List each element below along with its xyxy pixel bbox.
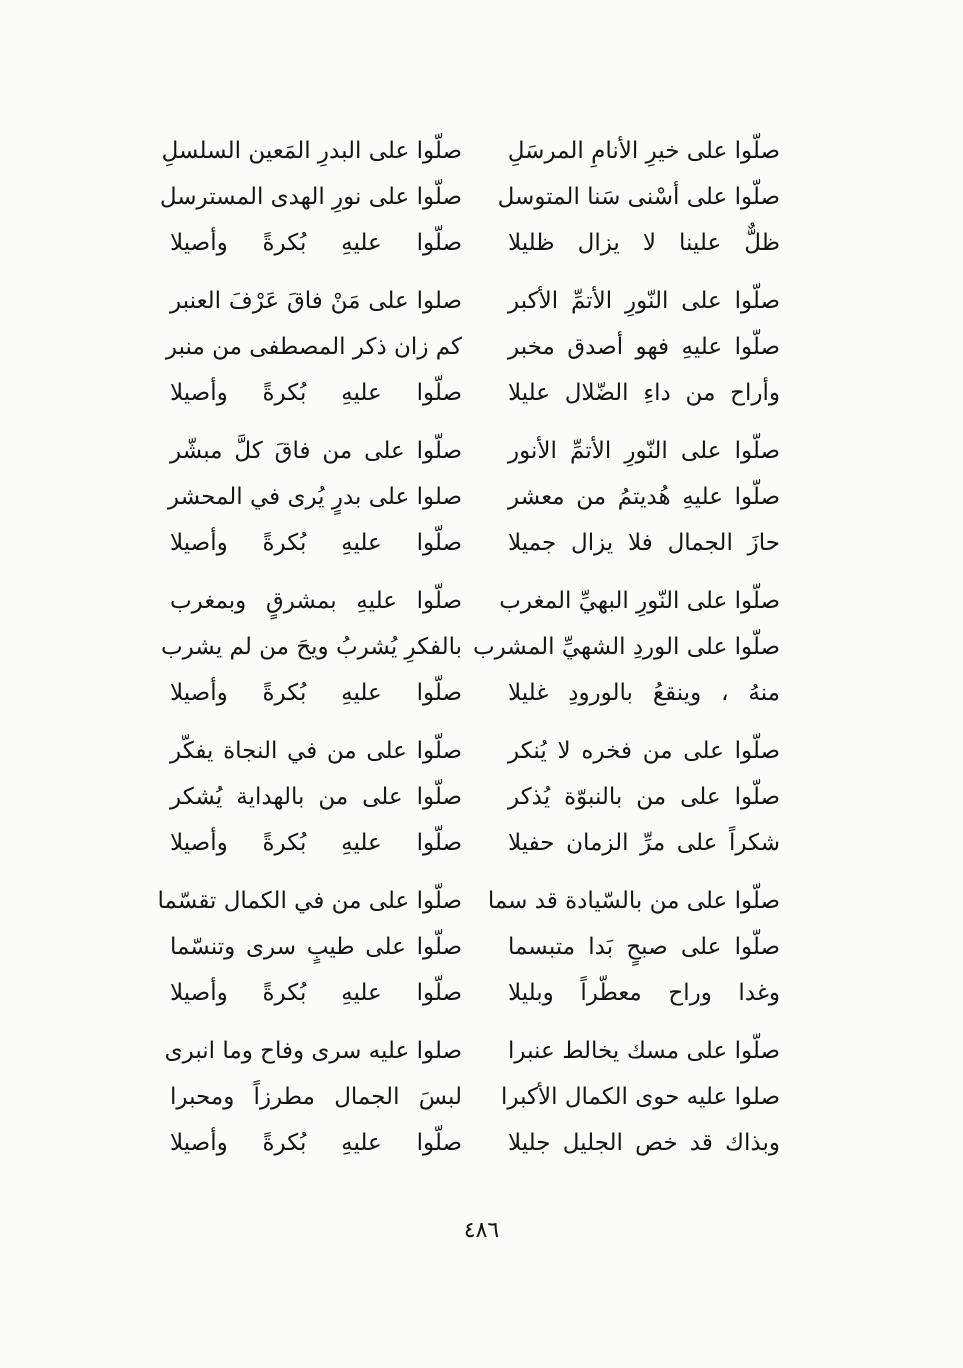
hemistich-left: لبسَ الجمال مطرزاً ومحبرا	[170, 1084, 462, 1110]
verse-line	[170, 1074, 780, 1120]
verse-line	[170, 278, 780, 324]
hemistich-right: شكراً على مرِّ الزمان حفيلا	[508, 830, 780, 856]
hemistich-right: وأراح من داءِ الضّلال عليلا	[508, 380, 780, 406]
stanza	[159, 128, 780, 266]
stanza	[160, 578, 780, 716]
hemistich-right: صلّوا على خيرِ الأنامِ المرسَلِ	[507, 138, 780, 164]
page-number: ٤٨٦	[463, 1218, 500, 1243]
stanza	[164, 1028, 780, 1166]
verse-line	[170, 820, 780, 866]
hemistich-right: منهُ ، وينقعُ بالورودِ غليلا	[508, 680, 780, 706]
hemistich-left: كم زان ذكر المصطفى من منبر	[165, 334, 462, 360]
verse-line	[167, 474, 780, 520]
hemistich-right: صلّوا على مسك يخالط عنبرا	[508, 1038, 780, 1064]
hemistich-left: صلوا على مَنْ فاقَ عَرْفَ العنبر	[170, 288, 462, 314]
verse-line	[170, 1120, 780, 1166]
hemistich-right: صلّوا عليهِ فهو أصدق مخبر	[508, 334, 780, 360]
hemistich-right: ظلٌّ علينا لا يزال ظليلا	[508, 230, 780, 256]
hemistich-left: صلّوا عليهِ بمشرقٍ وبمغرب	[170, 588, 462, 614]
hemistich-left: صلّوا على من فاقَ كلَّ مبشّر	[170, 438, 462, 464]
hemistich-right: صلّوا على من فخره لا يُنكر	[508, 738, 780, 764]
hemistich-right: صلّوا على النّورِ الأتمِّ الأنور	[508, 438, 780, 464]
stanza	[170, 728, 780, 866]
hemistich-left: صلّوا عليهِ بُكرةً وأصيلا	[170, 680, 462, 706]
verse-line	[157, 878, 780, 924]
hemistich-right: حازَ الجمال فلا يزال جميلا	[508, 530, 780, 556]
hemistich-right: صلّوا على صبحٍ بَدا متبسما	[508, 934, 780, 960]
hemistich-right: وغدا وراح معطّراً وبليلا	[508, 980, 780, 1006]
verse-line	[170, 924, 780, 970]
hemistich-left: صلّوا على من في الكمال تقسّما	[157, 888, 462, 914]
hemistich-left: صلّوا عليهِ بُكرةً وأصيلا	[170, 830, 462, 856]
hemistich-left: صلّوا عليهِ بُكرةً وأصيلا	[170, 380, 462, 406]
stanza	[157, 878, 780, 1016]
verse-line	[170, 428, 780, 474]
hemistich-right: وبذاك قد خص الجليل جليلا	[508, 1130, 780, 1156]
hemistich-left: صلّوا عليهِ بُكرةً وأصيلا	[170, 230, 462, 256]
hemistich-left: صلّوا على طيبٍ سرى وتنسّما	[170, 934, 462, 960]
stanza	[167, 428, 780, 566]
hemistich-left: صلّوا على نورِ الهدى المسترسل	[159, 184, 462, 210]
hemistich-right: صلّوا على أسْنى سَنا المتوسل	[497, 184, 780, 210]
hemistich-left: صلّوا على البدرِ المَعين السلسلِ	[161, 138, 462, 164]
hemistich-left: صلّوا عليهِ بُكرةً وأصيلا	[170, 980, 462, 1006]
verse-line	[159, 174, 780, 220]
verse-line	[164, 1028, 780, 1074]
hemistich-right: صلّوا على النّورِ البهيِّ المغرب	[499, 588, 780, 614]
hemistich-right: صلّوا على من بالسّيادة قد سما	[487, 888, 780, 914]
hemistich-left: صلّوا عليهِ بُكرةً وأصيلا	[170, 1130, 462, 1156]
hemistich-right: صلّوا على الوردِ الشهيِّ المشرب	[472, 634, 780, 660]
hemistich-right: صلوا عليه حوى الكمال الأكبرا	[501, 1084, 780, 1110]
verse-line	[170, 370, 780, 416]
hemistich-right: صلّوا عليهِ هُديتمُ من معشر	[508, 484, 780, 510]
poem-body	[157, 128, 780, 1178]
verse-line	[170, 728, 780, 774]
verse-line	[170, 220, 780, 266]
hemistich-left: صلوا عليه سرى وفاح وما انبرى	[164, 1038, 462, 1064]
verse-line	[170, 578, 780, 624]
verse-line	[161, 128, 780, 174]
hemistich-left: صلوا على بدرٍ يُرى في المحشر	[167, 484, 462, 510]
verse-line	[170, 520, 780, 566]
hemistich-left: صلّوا عليهِ بُكرةً وأصيلا	[170, 530, 462, 556]
verse-line	[170, 774, 780, 820]
hemistich-left: بالفكرِ يُشربُ ويحَ من لم يشرب	[160, 634, 462, 660]
stanza	[165, 278, 780, 416]
verse-line	[160, 624, 780, 670]
verse-line	[170, 670, 780, 716]
hemistich-left: صلّوا على من في النجاة يفكّر	[170, 738, 462, 764]
hemistich-left: صلّوا على من بالهداية يُشكر	[170, 784, 462, 810]
hemistich-right: صلّوا على النّورِ الأتمِّ الأكبر	[508, 288, 780, 314]
hemistich-right: صلّوا على من بالنبوّة يُذكر	[508, 784, 780, 810]
verse-line	[170, 970, 780, 1016]
verse-line	[165, 324, 780, 370]
